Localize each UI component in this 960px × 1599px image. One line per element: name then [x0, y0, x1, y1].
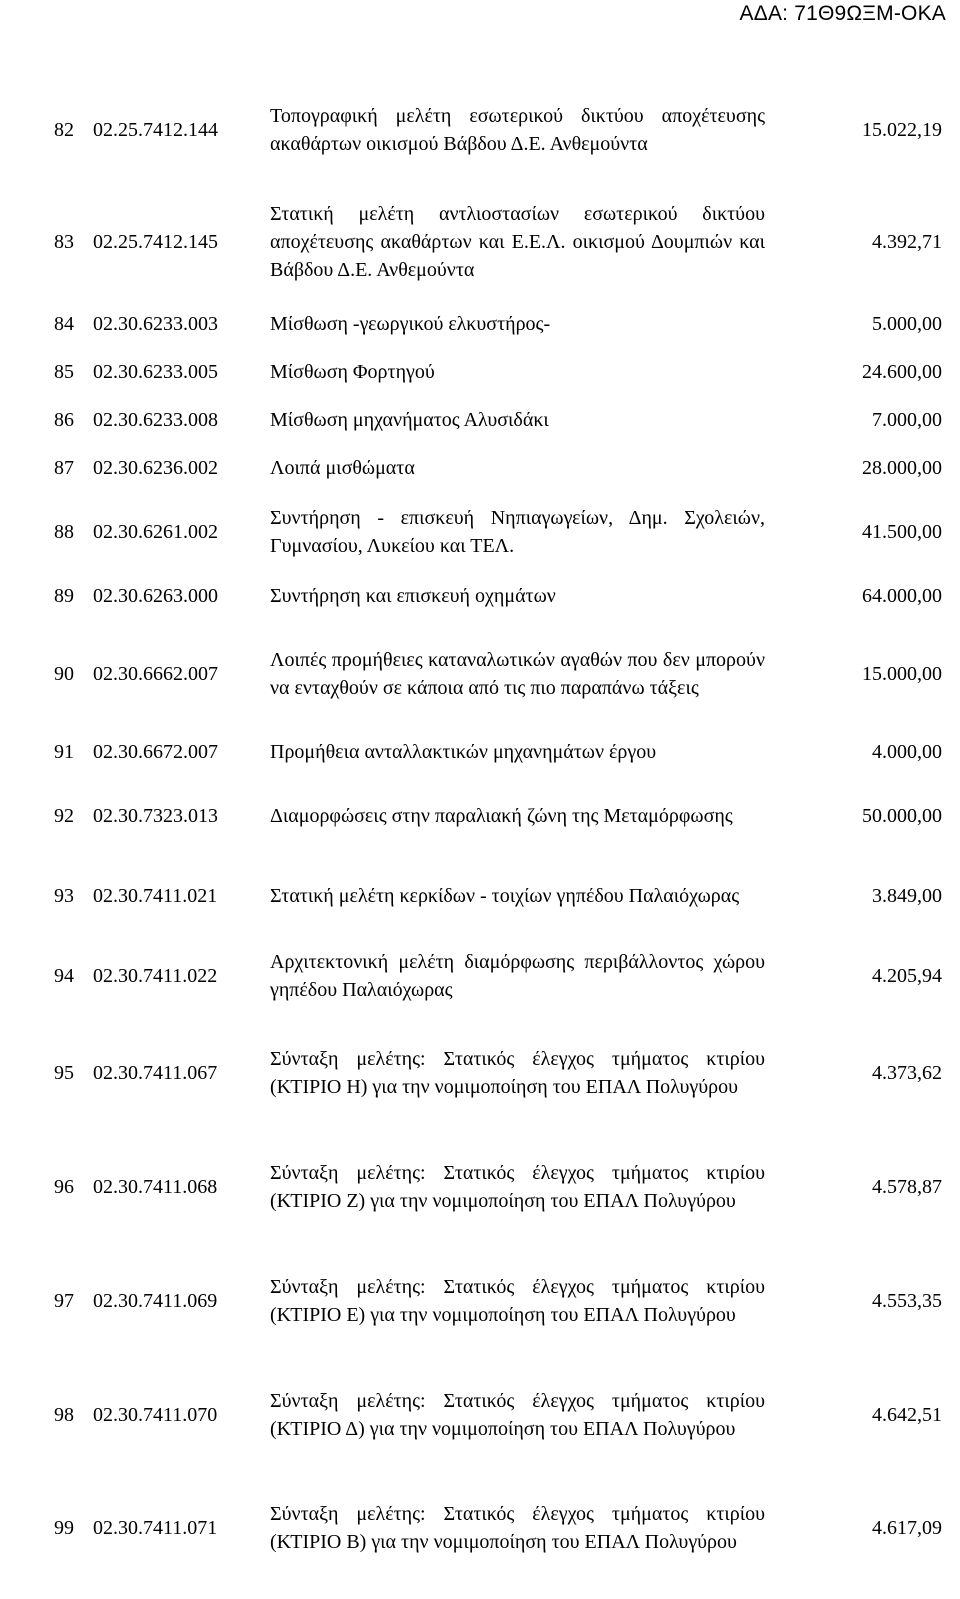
account-code: 02.25.7412.145	[93, 231, 218, 253]
row-description: Αρχιτεκτονική μελέτη διαμόρφωσης περιβάλλοντος χώρου γηπέδου Παλαιόχωρας	[270, 951, 765, 1001]
row-description: Διαμορφώσεις στην παραλιακή ζώνη της Μεταμόρφωσης	[270, 805, 733, 827]
account-code: 02.30.7411.070	[93, 1404, 218, 1426]
account-code: 02.30.7411.067	[93, 1062, 218, 1084]
row-amount: 5.000,00	[872, 313, 942, 335]
account-code: 02.30.6233.008	[93, 409, 218, 431]
row-description: Τοπογραφική μελέτη εσωτερικού δικτύου αποχέτευσης ακαθάρτων οικισμού Βάβδου Δ.Ε. Ανθεμούντα	[270, 105, 765, 155]
table-row	[43, 776, 948, 856]
row-amount: 3.849,00	[872, 885, 942, 907]
row-number: 94	[54, 965, 74, 987]
row-description: Συντήρηση και επισκευή οχημάτων	[270, 585, 556, 607]
row-number: 99	[54, 1517, 74, 1539]
table-row	[43, 1472, 948, 1584]
row-amount: 7.000,00	[872, 409, 942, 431]
row-number: 86	[54, 409, 74, 431]
budget-table	[43, 76, 948, 1584]
row-description: Λοιπές προμήθειες καταναλωτικών αγαθών που δεν μπορούν να ενταχθούν σε κάποια από τις πιο παραπάνω τάξεις	[270, 649, 765, 699]
table-row	[43, 572, 948, 620]
row-amount: 4.553,35	[872, 1290, 942, 1312]
row-amount: 50.000,00	[862, 805, 942, 827]
account-code: 02.30.7411.068	[93, 1176, 218, 1198]
row-number: 90	[54, 663, 74, 685]
row-amount: 4.373,62	[872, 1062, 942, 1084]
row-description: Σύνταξη μελέτης: Στατικός έλεγχος τμήματος κτιρίου (ΚΤΙΡΙΟ Δ) για την νομιμοποίηση του ΕΠΑΛ Πολυγύρου	[270, 1390, 765, 1440]
row-number: 85	[54, 361, 74, 383]
row-amount: 4.578,87	[872, 1176, 942, 1198]
table-row	[43, 936, 948, 1016]
row-description: Συντήρηση - επισκευή Νηπιαγωγείων, Δημ. Σχολειών, Γυμνασίου, Λυκείου και ΤΕΛ.	[270, 507, 765, 557]
row-amount: 15.000,00	[862, 663, 942, 685]
table-row	[43, 492, 948, 572]
table-row	[43, 1358, 948, 1472]
table-row	[43, 1016, 948, 1130]
table-row	[43, 444, 948, 492]
row-description: Στατική μελέτη αντλιοστασίων εσωτερικού δικτύου αποχέτευσης ακαθάρτων και Ε.Ε.Λ. οικισμού Δουμπιών και Βάβδου Δ.Ε. Ανθεμούντα	[270, 203, 765, 281]
table-row	[43, 184, 948, 300]
table-row	[43, 856, 948, 936]
table-row	[43, 728, 948, 776]
row-description: Σύνταξη μελέτης: Στατικός έλεγχος τμήματος κτιρίου (ΚΤΙΡΙΟ Ζ) για την νομιμοποίηση του ΕΠΑΛ Πολυγύρου	[270, 1162, 765, 1212]
row-amount: 64.000,00	[862, 585, 942, 607]
row-description: Προμήθεια ανταλλακτικών μηχανημάτων έργου	[270, 741, 657, 763]
account-code: 02.30.7323.013	[93, 805, 218, 827]
row-description: Μίσθωση -γεωργικού ελκυστήρος-	[270, 313, 551, 335]
account-code: 02.30.6233.005	[93, 361, 218, 383]
row-number: 96	[54, 1176, 74, 1198]
row-number: 93	[54, 885, 74, 907]
row-number: 91	[54, 741, 74, 763]
row-amount: 4.642,51	[872, 1404, 942, 1426]
row-number: 87	[54, 457, 74, 479]
ada-code: ΑΔΑ: 71Θ9ΩΞΜ-ΟΚΑ	[739, 2, 946, 25]
account-code: 02.30.6263.000	[93, 585, 218, 607]
account-code: 02.30.6672.007	[93, 741, 218, 763]
row-amount: 4.617,09	[872, 1517, 942, 1539]
table-row	[43, 1130, 948, 1244]
row-description: Μίσθωση Φορτηγού	[270, 361, 435, 383]
table-row	[43, 1244, 948, 1358]
row-description: Σύνταξη μελέτης: Στατικός έλεγχος τμήματος κτιρίου (ΚΤΙΡΙΟ Β) για την νομιμοποίηση του ΕΠΑΛ Πολυγύρου	[270, 1503, 765, 1553]
account-code: 02.30.6662.007	[93, 663, 218, 685]
row-description: Σύνταξη μελέτης: Στατικός έλεγχος τμήματος κτιρίου (ΚΤΙΡΙΟ Ε) για την νομιμοποίηση του ΕΠΑΛ Πολυγύρου	[270, 1276, 765, 1326]
row-description: Στατική μελέτη κερκίδων - τοιχίων γηπέδου Παλαιόχωρας	[270, 885, 740, 907]
account-code: 02.30.6233.003	[93, 313, 218, 335]
table-row	[43, 300, 948, 348]
account-code: 02.30.6236.002	[93, 457, 218, 479]
row-amount: 4.000,00	[872, 741, 942, 763]
row-number: 95	[54, 1062, 74, 1084]
row-description: Λοιπά μισθώματα	[270, 457, 415, 479]
row-number: 83	[54, 231, 74, 253]
table-row	[43, 620, 948, 728]
row-amount: 41.500,00	[862, 521, 942, 543]
account-code: 02.30.6261.002	[93, 521, 218, 543]
row-amount: 15.022,19	[862, 119, 942, 141]
row-amount: 4.205,94	[872, 965, 942, 987]
table-row	[43, 396, 948, 444]
account-code: 02.30.7411.022	[93, 965, 218, 987]
row-number: 88	[54, 521, 74, 543]
row-number: 98	[54, 1404, 74, 1426]
account-code: 02.30.7411.069	[93, 1290, 218, 1312]
row-number: 82	[54, 119, 74, 141]
row-description: Μίσθωση μηχανήματος Αλυσιδάκι	[270, 409, 549, 431]
row-number: 89	[54, 585, 74, 607]
row-number: 97	[54, 1290, 74, 1312]
account-code: 02.30.7411.071	[93, 1517, 218, 1539]
row-description: Σύνταξη μελέτης: Στατικός έλεγχος τμήματος κτιρίου (ΚΤΙΡΙΟ Η) για την νομιμοποίηση του ΕΠΑΛ Πολυγύρου	[270, 1048, 765, 1098]
row-amount: 28.000,00	[862, 457, 942, 479]
table-row	[43, 76, 948, 184]
row-number: 92	[54, 805, 74, 827]
account-code: 02.30.7411.021	[93, 885, 218, 907]
row-amount: 24.600,00	[862, 361, 942, 383]
row-amount: 4.392,71	[872, 231, 942, 253]
table-row	[43, 348, 948, 396]
row-number: 84	[54, 313, 74, 335]
account-code: 02.25.7412.144	[93, 119, 218, 141]
